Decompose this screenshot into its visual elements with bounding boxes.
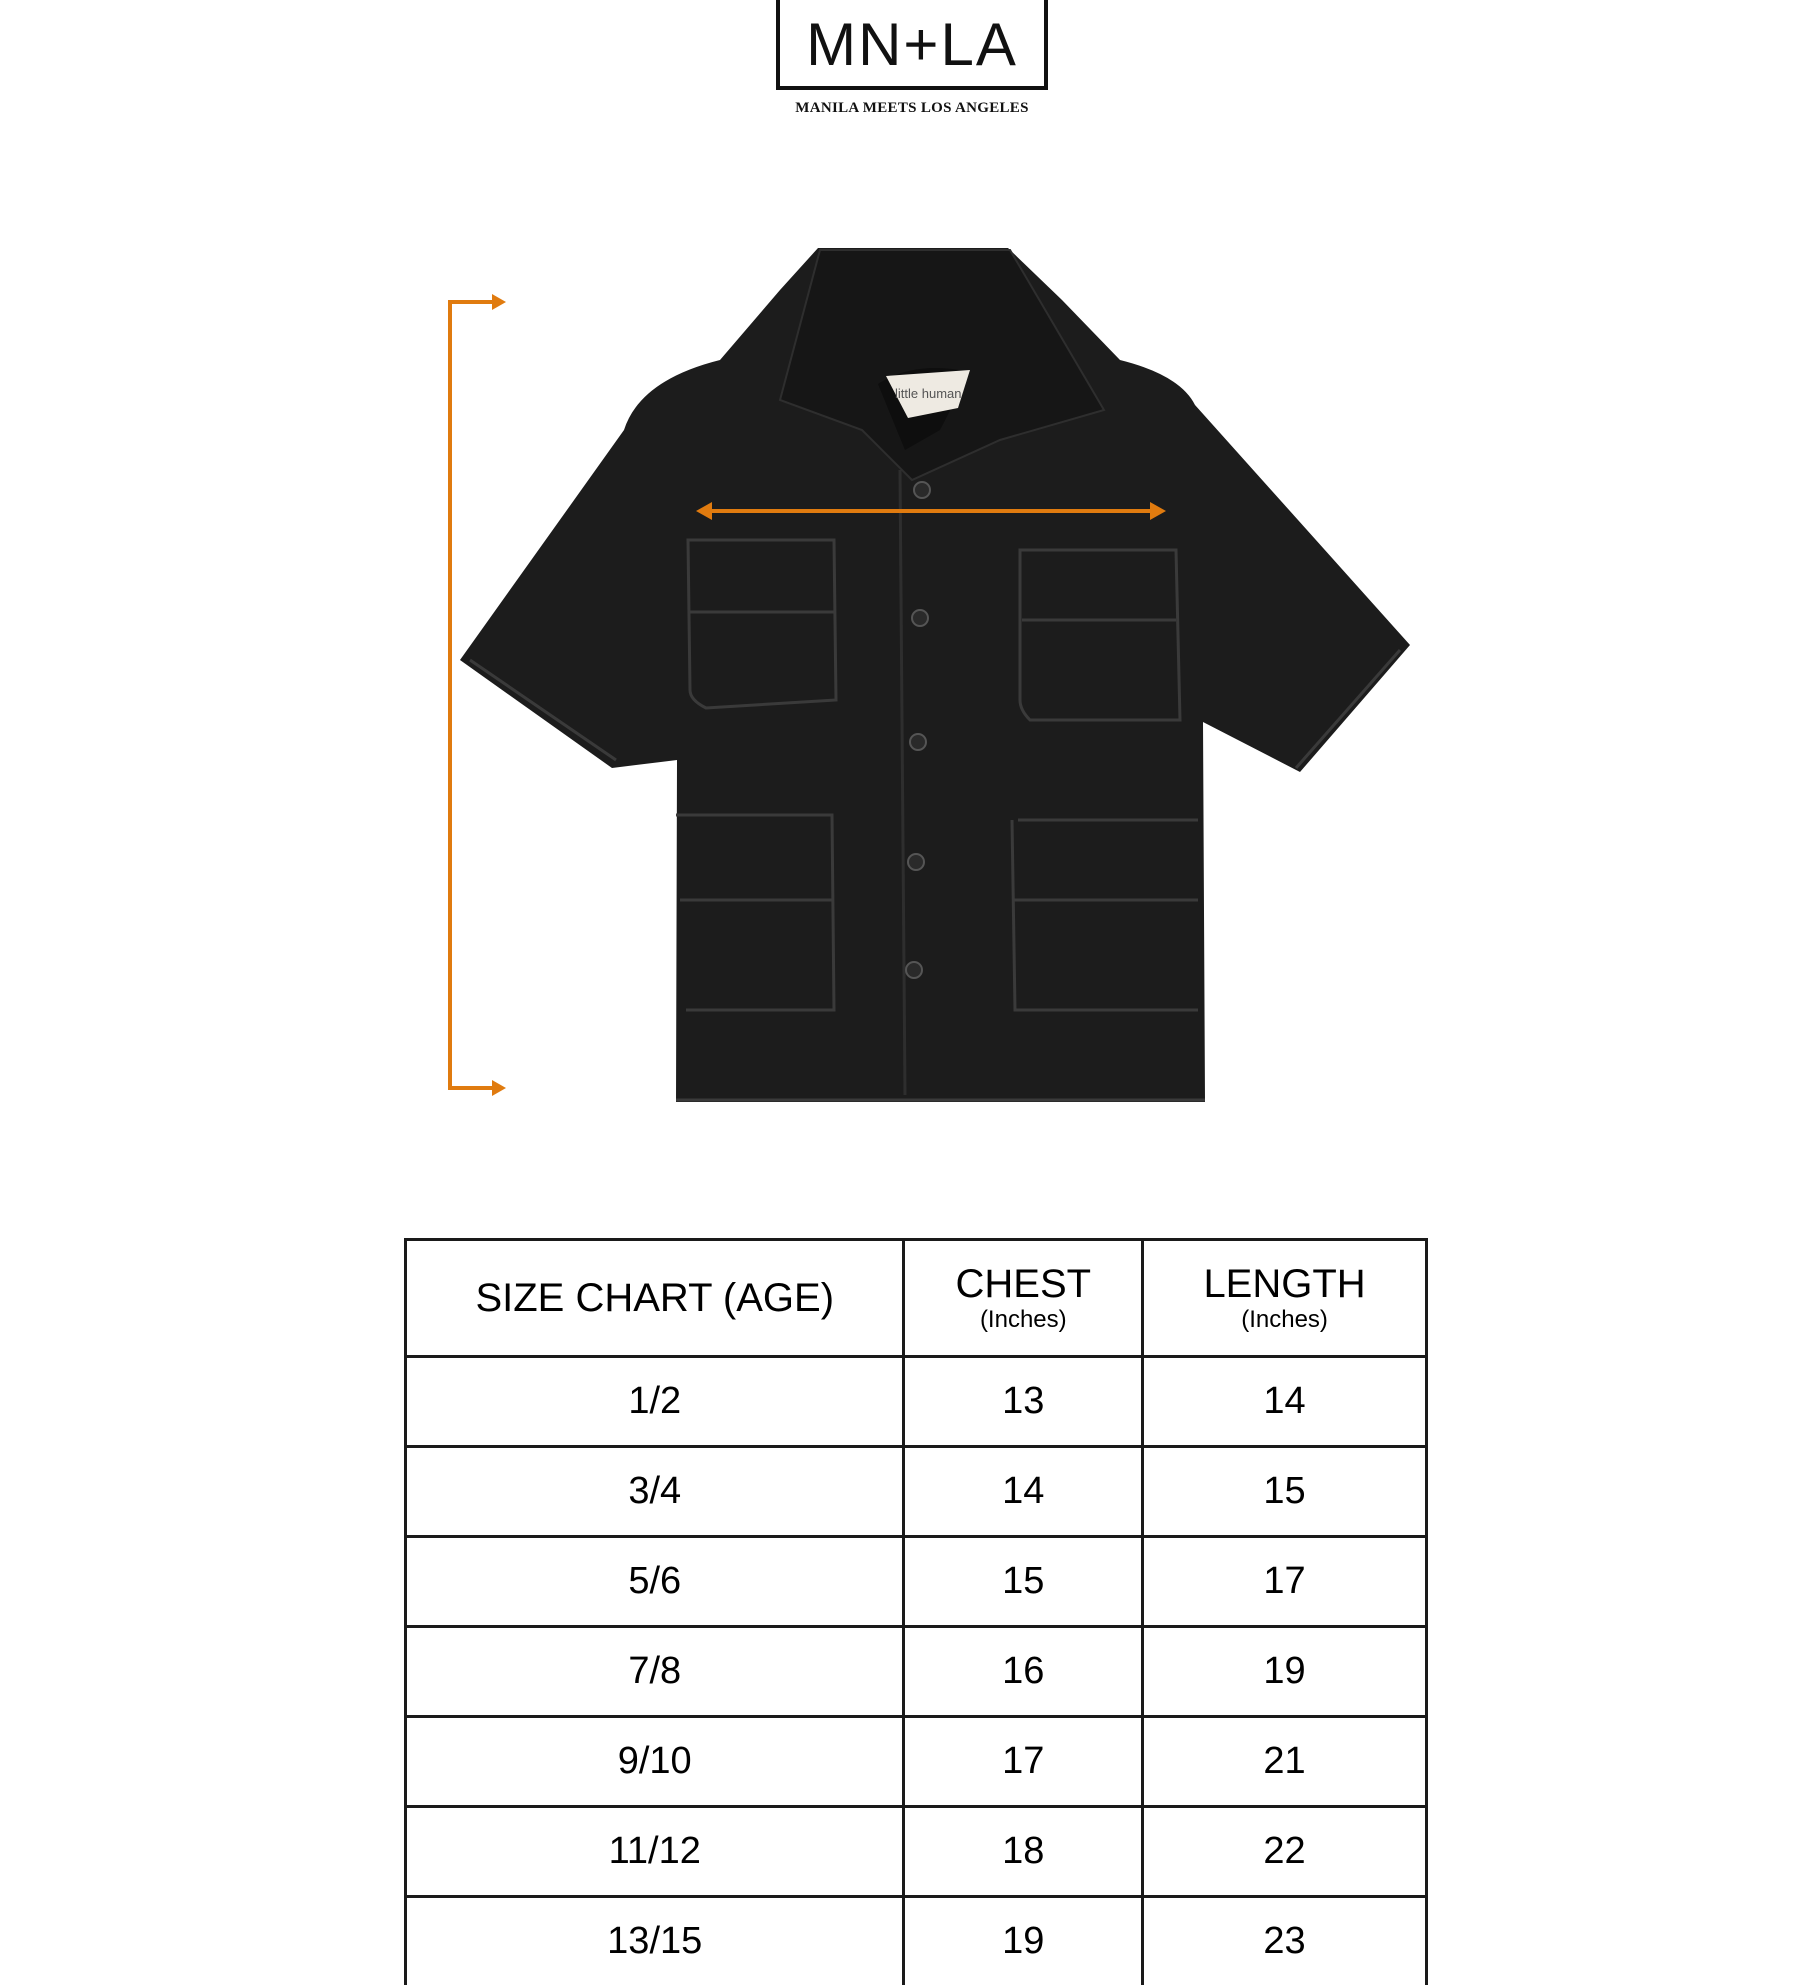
- length-cell: 17: [1143, 1537, 1427, 1627]
- size-chart-header-row: [406, 1240, 1427, 1357]
- header-chest-unit: (Inches): [905, 1306, 1141, 1334]
- size-cell: 11/12: [406, 1807, 904, 1897]
- chest-cell: 18: [904, 1807, 1143, 1897]
- chest-cell: 16: [904, 1627, 1143, 1717]
- length-cell: 22: [1143, 1807, 1427, 1897]
- header-length-unit: (Inches): [1144, 1306, 1425, 1334]
- size-cell: 3/4: [406, 1447, 904, 1537]
- logo-text: MN+LA: [806, 10, 1018, 79]
- length-arrowheads: [492, 294, 506, 1096]
- header-size-label: SIZE CHART (AGE): [407, 1276, 902, 1320]
- size-cell: 5/6: [406, 1537, 904, 1627]
- size-chart-table: [404, 1238, 1428, 1985]
- length-cell: 23: [1143, 1897, 1427, 1985]
- chest-cell: 13: [904, 1357, 1143, 1447]
- table-row: [406, 1627, 1427, 1717]
- header-length-label: LENGTH: [1144, 1262, 1425, 1306]
- tag-text: little human: [895, 386, 961, 401]
- chest-cell: 19: [904, 1897, 1143, 1985]
- chest-cell: 15: [904, 1537, 1143, 1627]
- size-cell: 9/10: [406, 1717, 904, 1807]
- length-cell: 21: [1143, 1717, 1427, 1807]
- chest-cell: 17: [904, 1717, 1143, 1807]
- size-cell: 7/8: [406, 1627, 904, 1717]
- table-row: [406, 1537, 1427, 1627]
- table-row: [406, 1357, 1427, 1447]
- length-measure-arrow: [450, 302, 496, 1088]
- header-size: [406, 1240, 904, 1357]
- header-chest: [904, 1240, 1143, 1357]
- size-cell: 1/2: [406, 1357, 904, 1447]
- length-cell: 19: [1143, 1627, 1427, 1717]
- table-row: [406, 1807, 1427, 1897]
- length-cell: 14: [1143, 1357, 1427, 1447]
- length-cell: 15: [1143, 1447, 1427, 1537]
- table-row: [406, 1897, 1427, 1985]
- chest-cell: 14: [904, 1447, 1143, 1537]
- table-row: [406, 1717, 1427, 1807]
- table-row: [406, 1447, 1427, 1537]
- header-chest-label: CHEST: [905, 1262, 1141, 1306]
- header-length: [1143, 1240, 1427, 1357]
- logo-tagline: MANILA MEETS LOS ANGELES: [776, 100, 1048, 117]
- size-cell: 13/15: [406, 1897, 904, 1985]
